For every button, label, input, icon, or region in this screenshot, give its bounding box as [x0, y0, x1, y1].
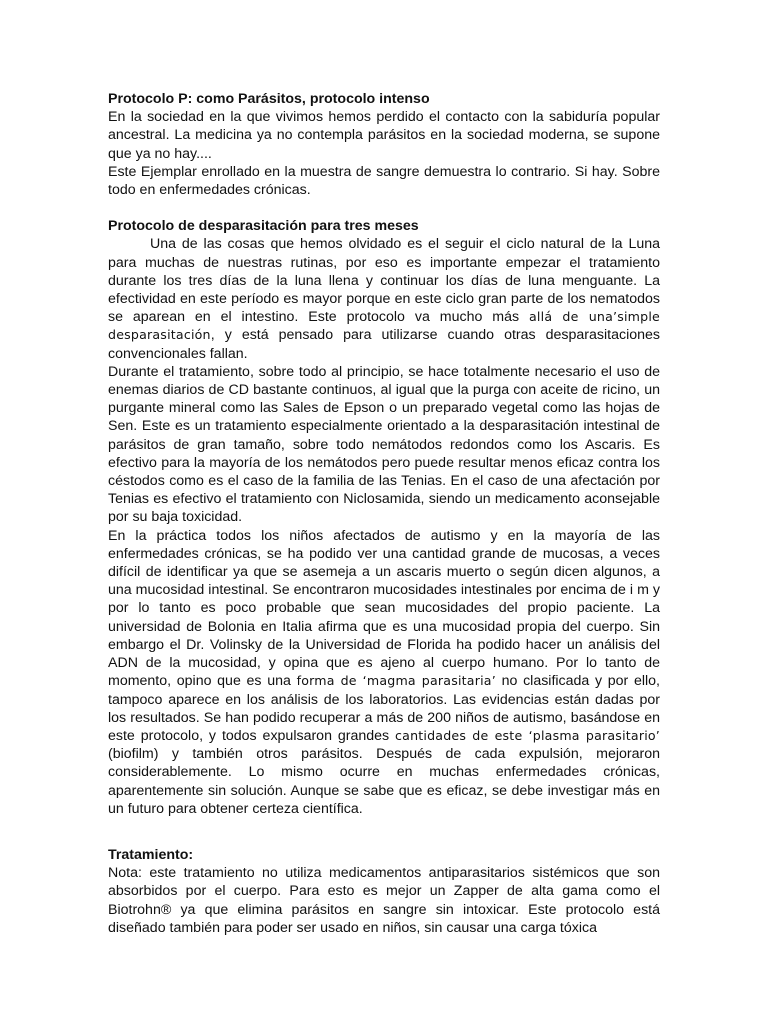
spacer: [108, 199, 660, 217]
text-run: Una de las cosas que hemos olvidado es el seguir el ciclo natural de la Luna para muchas de nuestras rutinas, por eso es importante empezar el tratamiento durante los tres días de la luna llena y continuar los días de luna menguante. La efectividad en este período es mayor porque en este ciclo gran parte de los nematodos se aparean en el intestino. Este protocolo va mucho más: [108, 236, 660, 326]
desparasitacion-paragraph-2: Durante el tratamiento, sobre todo al principio, se hace totalmente necesario el uso de enemas diarios de CD bastante continuos, al igual que la purga con aceite de ricino, un purgante mineral como las Sales de Epson o un preparado vegetal como las hojas de Sen. Este es un tratamiento especialmente orientado a la desparasitación intestinal de parásitos de gran tamaño, sobre todo nemátodos redondos como los Ascaris. Es efectivo para la mayoría de los nemátodos pero puede resultar menos eficaz contra los céstodos como es el caso de la familia de las Tenias. En el caso de una afectación por Tenias es efectivo el tratamiento con Niclosamida, siendo un medicamento aconsejable por su baja toxicidad.: [108, 363, 660, 526]
section-title-tratamiento: Tratamiento:: [108, 846, 194, 863]
desparasitacion-paragraph-3: [108, 527, 660, 818]
spacer: [108, 818, 660, 846]
document-page: [108, 90, 660, 937]
text-run: (biofilm) y también otros parásitos. Después de cada expulsión, mejoraron considerablemente. Lo mismo ocurre en muchas enfermedades crónicas, aparentemente sin solución. Aunque se sabe que es eficaz, se debe investigar más en un futuro para obtener certeza científica.: [108, 746, 660, 817]
section-title-protocolo-p: Protocolo P: como Parásitos, protocolo intenso: [108, 91, 430, 107]
desparasitacion-paragraph-1: [108, 235, 660, 362]
tratamiento-paragraph-1: Nota: este tratamiento no utiliza medicamentos antiparasitarios sistémicos que son absorbidos por el cuerpo. Para esto es mejor un Zapper de alta gama como el Biotrohn® ya que elimina parásitos en sangre sin intoxicar. Este protocolo está diseñado también para poder ser usado en niños, sin causar una carga tóxica: [108, 865, 660, 936]
text-run: En la práctica todos los niños afectados de autismo y en la mayoría de las enfermedades crónicas, se ha podido ver una cantidad grande de mucosas, a veces difícil de identificar ya que se asemeja a un ascaris muerto o según dicen algunos, a una mucosidad intestinal. Se encontraron mucosidades intestinales por encima de i m y por lo tanto es poco probable que sean mucosidades del propio paciente. La universidad de Bolonia en Italia afirma que es una mucosidad propia del cuerpo. Sin embargo el Dr. Volinsky de la Universidad de Florida ha podido hacer un análisis del ADN de la mucosidad, y opina que es ajeno al cuerpo humano. Por lo tanto de momento, opino que es una: [108, 527, 660, 690]
text-run-alt-font: allá de una’simple desparasitación: [108, 309, 660, 343]
text-run-alt-font: cantidades de este ‘plasma parasitario’: [395, 727, 661, 743]
section-title-desparasitacion: Protocolo de desparasitación para tres meses: [108, 218, 419, 235]
intro-paragraph-2: Este Ejemplar enrollado en la muestra de sangre demuestra lo contrario. Si hay. Sobre todo en enfermedades crónicas.: [108, 163, 660, 199]
text-run: , y está pensado para utilizarse cuando otras desparasitaciones convencionales fallan.: [108, 327, 660, 362]
intro-paragraph-1: En la sociedad en la que vivimos hemos perdido el contacto con la sabiduría popular ancestral. La medicina ya no contempla parásitos en la sociedad moderna, se supone que ya no hay....: [108, 109, 660, 162]
text-run-alt-font: forma de ‘magma parasitaria’: [296, 673, 496, 689]
text-run: no clasificada y por ello, tampoco aparece en los análisis de los laboratorios. Las evidencias están dadas por los resultados. Se han podido recuperar a más de 200 niños de autismo, basándose en este protocolo, y todos expulsaron grandes: [108, 673, 660, 744]
